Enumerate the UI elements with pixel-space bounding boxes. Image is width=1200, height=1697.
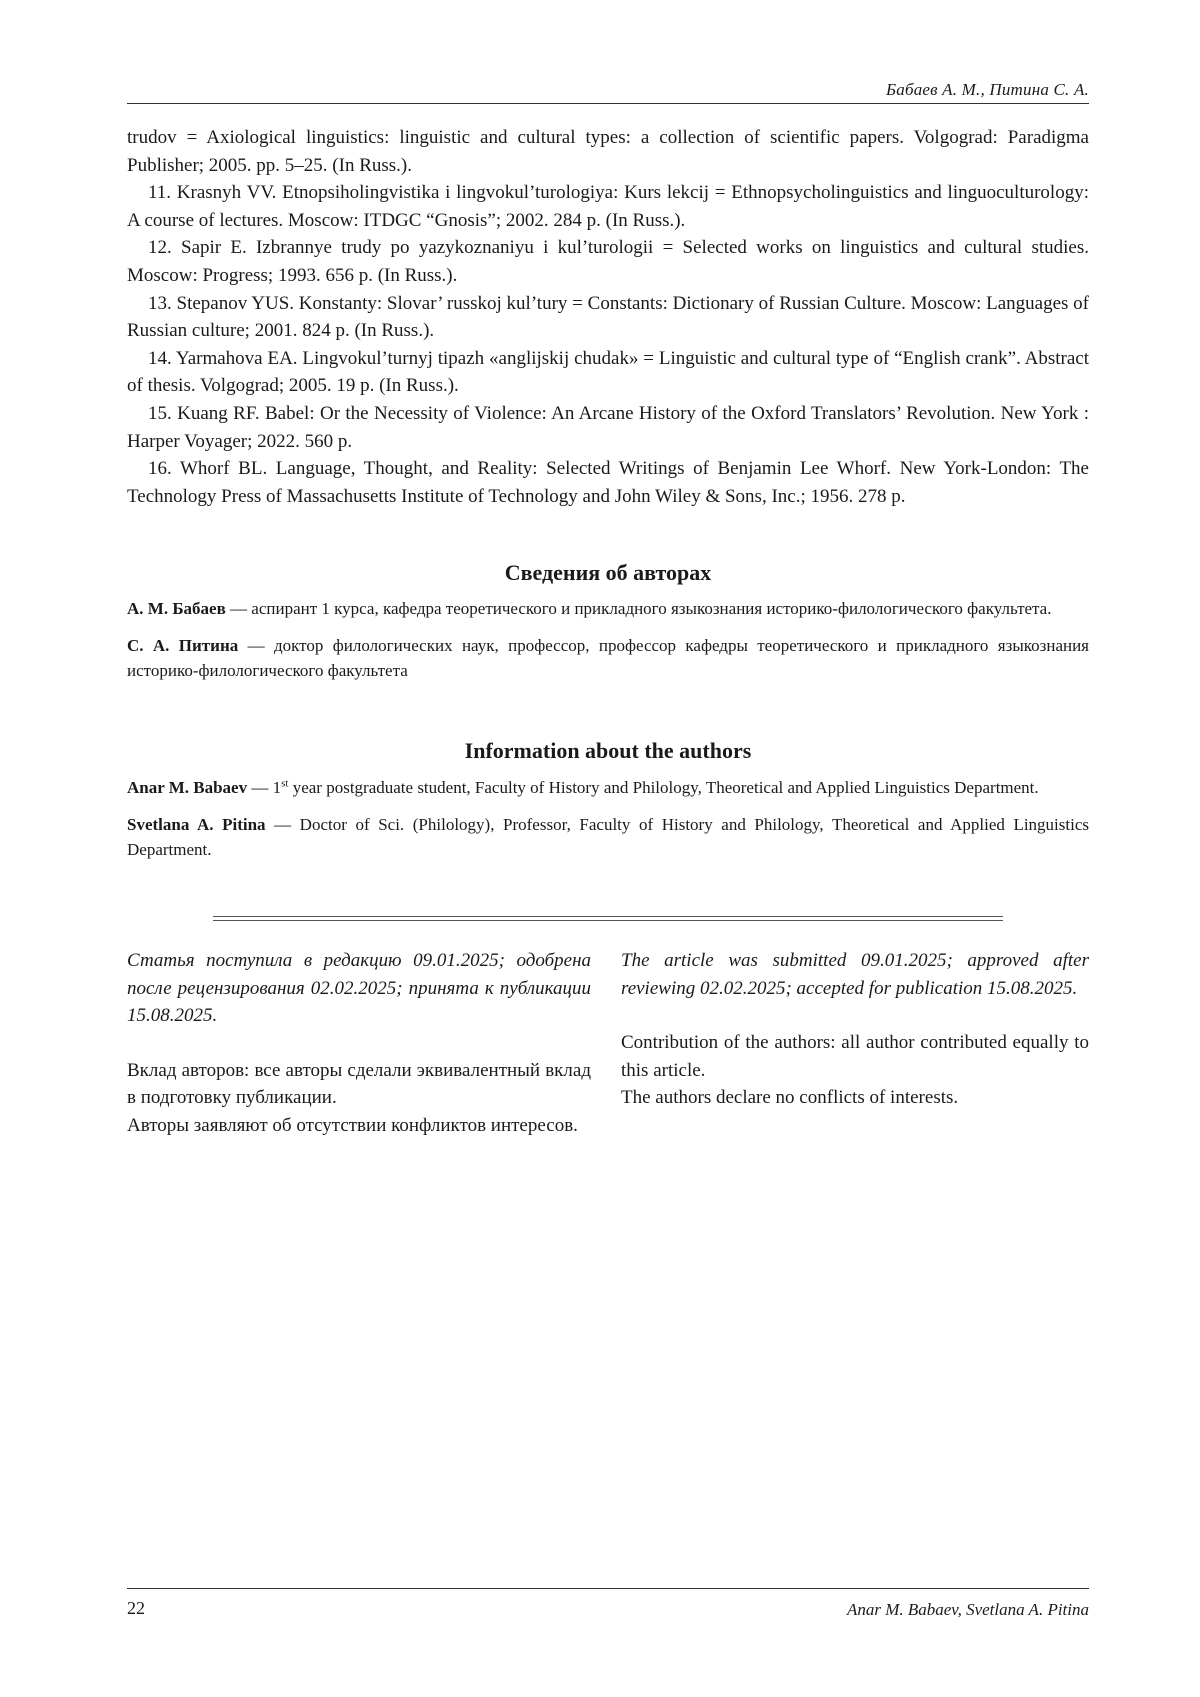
section-divider [213, 916, 1003, 921]
reference-list [127, 124, 1089, 510]
author-name: Anar M. Babaev [127, 778, 248, 797]
page [127, 0, 1089, 1697]
running-header: Бабаев А. М., Питина С. А. [886, 80, 1089, 99]
reference-item: 15. Kuang RF. Babel: Or the Necessity of Violence: An Arcane History of the Oxford Translators’ Revolution. New York : Harper Voyager; 2022. 560 p. [127, 402, 1089, 452]
reference-item: 12. Sapir E. Izbrannye trudy po yazykoznaniyu i kul’turologii = Selected works on linguistics and cultural studies. Moscow: Progress; 1993. 656 p. (In Russ.). [127, 237, 1089, 286]
page-number: 22 [127, 1598, 145, 1618]
author-info [127, 596, 1089, 621]
author-description: — аспирант 1 курса, кафедра теоретического и прикладного языкознания историко-филологического факультета. [225, 599, 1052, 618]
author-description: year postgraduate student, Faculty of History and Philology, Theoretical and Applied Linguistics Department. [288, 778, 1039, 797]
running-footer: Anar M. Babaev, Svetlana A. Pitina [846, 1600, 1089, 1619]
submission-dates-en: The article was submitted 09.01.2025; approved after reviewing 02.02.2025; accepted for publication 15.08.2025. [621, 950, 1089, 999]
authors-ru-section [127, 560, 1089, 586]
conflicts-ru: Авторы заявляют об отсутствии конфликтов интересов. [127, 1114, 578, 1136]
conflicts-en: The authors declare no conflicts of interests. [621, 1087, 959, 1108]
metadata-column-ru [127, 947, 591, 1139]
submission-dates-ru: Статья поступила в редакцию 09.01.2025; одобрена после рецензирования 02.02.2025; принята к публикации 15.08.2025. [127, 950, 591, 1026]
authors-ru-list [127, 596, 1089, 683]
reference-item: 13. Stepanov YUS. Konstanty: Slovar’ russkoj kul’tury = Constants: Dictionary of Russian Culture. Moscow: Languages of Russian culture; 2001. 824 p. (In Russ.). [127, 292, 1089, 342]
reference-item: trudov = Axiological linguistics: linguistic and cultural types: a collection of scientific papers. Volgograd: Paradigma Publisher; 2005. pp. 5–25. (In Russ.). [127, 127, 1089, 176]
reference-item: 14. Yarmahova EA. Lingvokul’turnyj tipazh «anglijskij chudak» = Linguistic and cultural type of “English crank”. Abstract of thesis. Volgograd; 2005. 19 p. (In Russ.). [127, 347, 1089, 397]
footer-rule [127, 1588, 1089, 1589]
metadata-column-en [621, 947, 1089, 1112]
author-name: А. М. Бабаев [127, 599, 226, 618]
author-description: — доктор филологических наук, профессор, профессор кафедры теоретического и прикладного языкознания историко-филологического факультета [127, 636, 1090, 680]
author-name: Svetlana A. Pitina [127, 815, 266, 834]
contribution-ru: Вклад авторов: все авторы сделали эквивалентный вклад в подготовку публикации. [127, 1059, 591, 1108]
author-info [127, 812, 1089, 862]
author-info [127, 633, 1089, 683]
author-description-prefix: — 1 [247, 778, 282, 797]
author-description: — Doctor of Sci. (Philology), Professor, Faculty of History and Philology, Theoretical and Applied Linguistics Department. [127, 815, 1089, 859]
authors-en-section [127, 738, 1089, 764]
reference-item: 16. Whorf BL. Language, Thought, and Reality: Selected Writings of Benjamin Lee Whorf. New York-London: The Technology Press of Massachusetts Institute of Technology and John Wiley & Sons, Inc.; 1956. 278 p. [127, 458, 1089, 507]
ordinal-suffix: st [281, 777, 289, 790]
reference-item: 11. Krasnyh VV. Etnopsiholingvistika i lingvokul’turologiya: Kurs lekcij = Ethnopsycholinguistics and linguoculturology: A course of lectures. Moscow: ITDGC “Gnosis”; 2002. 284 p. (In Russ.). [127, 182, 1089, 231]
header-rule [127, 103, 1089, 104]
authors-en-list [127, 775, 1089, 862]
author-info [127, 775, 1089, 800]
authors-en-title: Information about the authors [464, 738, 752, 763]
contribution-en: Contribution of the authors: all author contributed equally to this article. [621, 1032, 1089, 1081]
author-name: С. А. Питина [127, 636, 239, 655]
authors-ru-title: Сведения об авторах [504, 560, 712, 585]
